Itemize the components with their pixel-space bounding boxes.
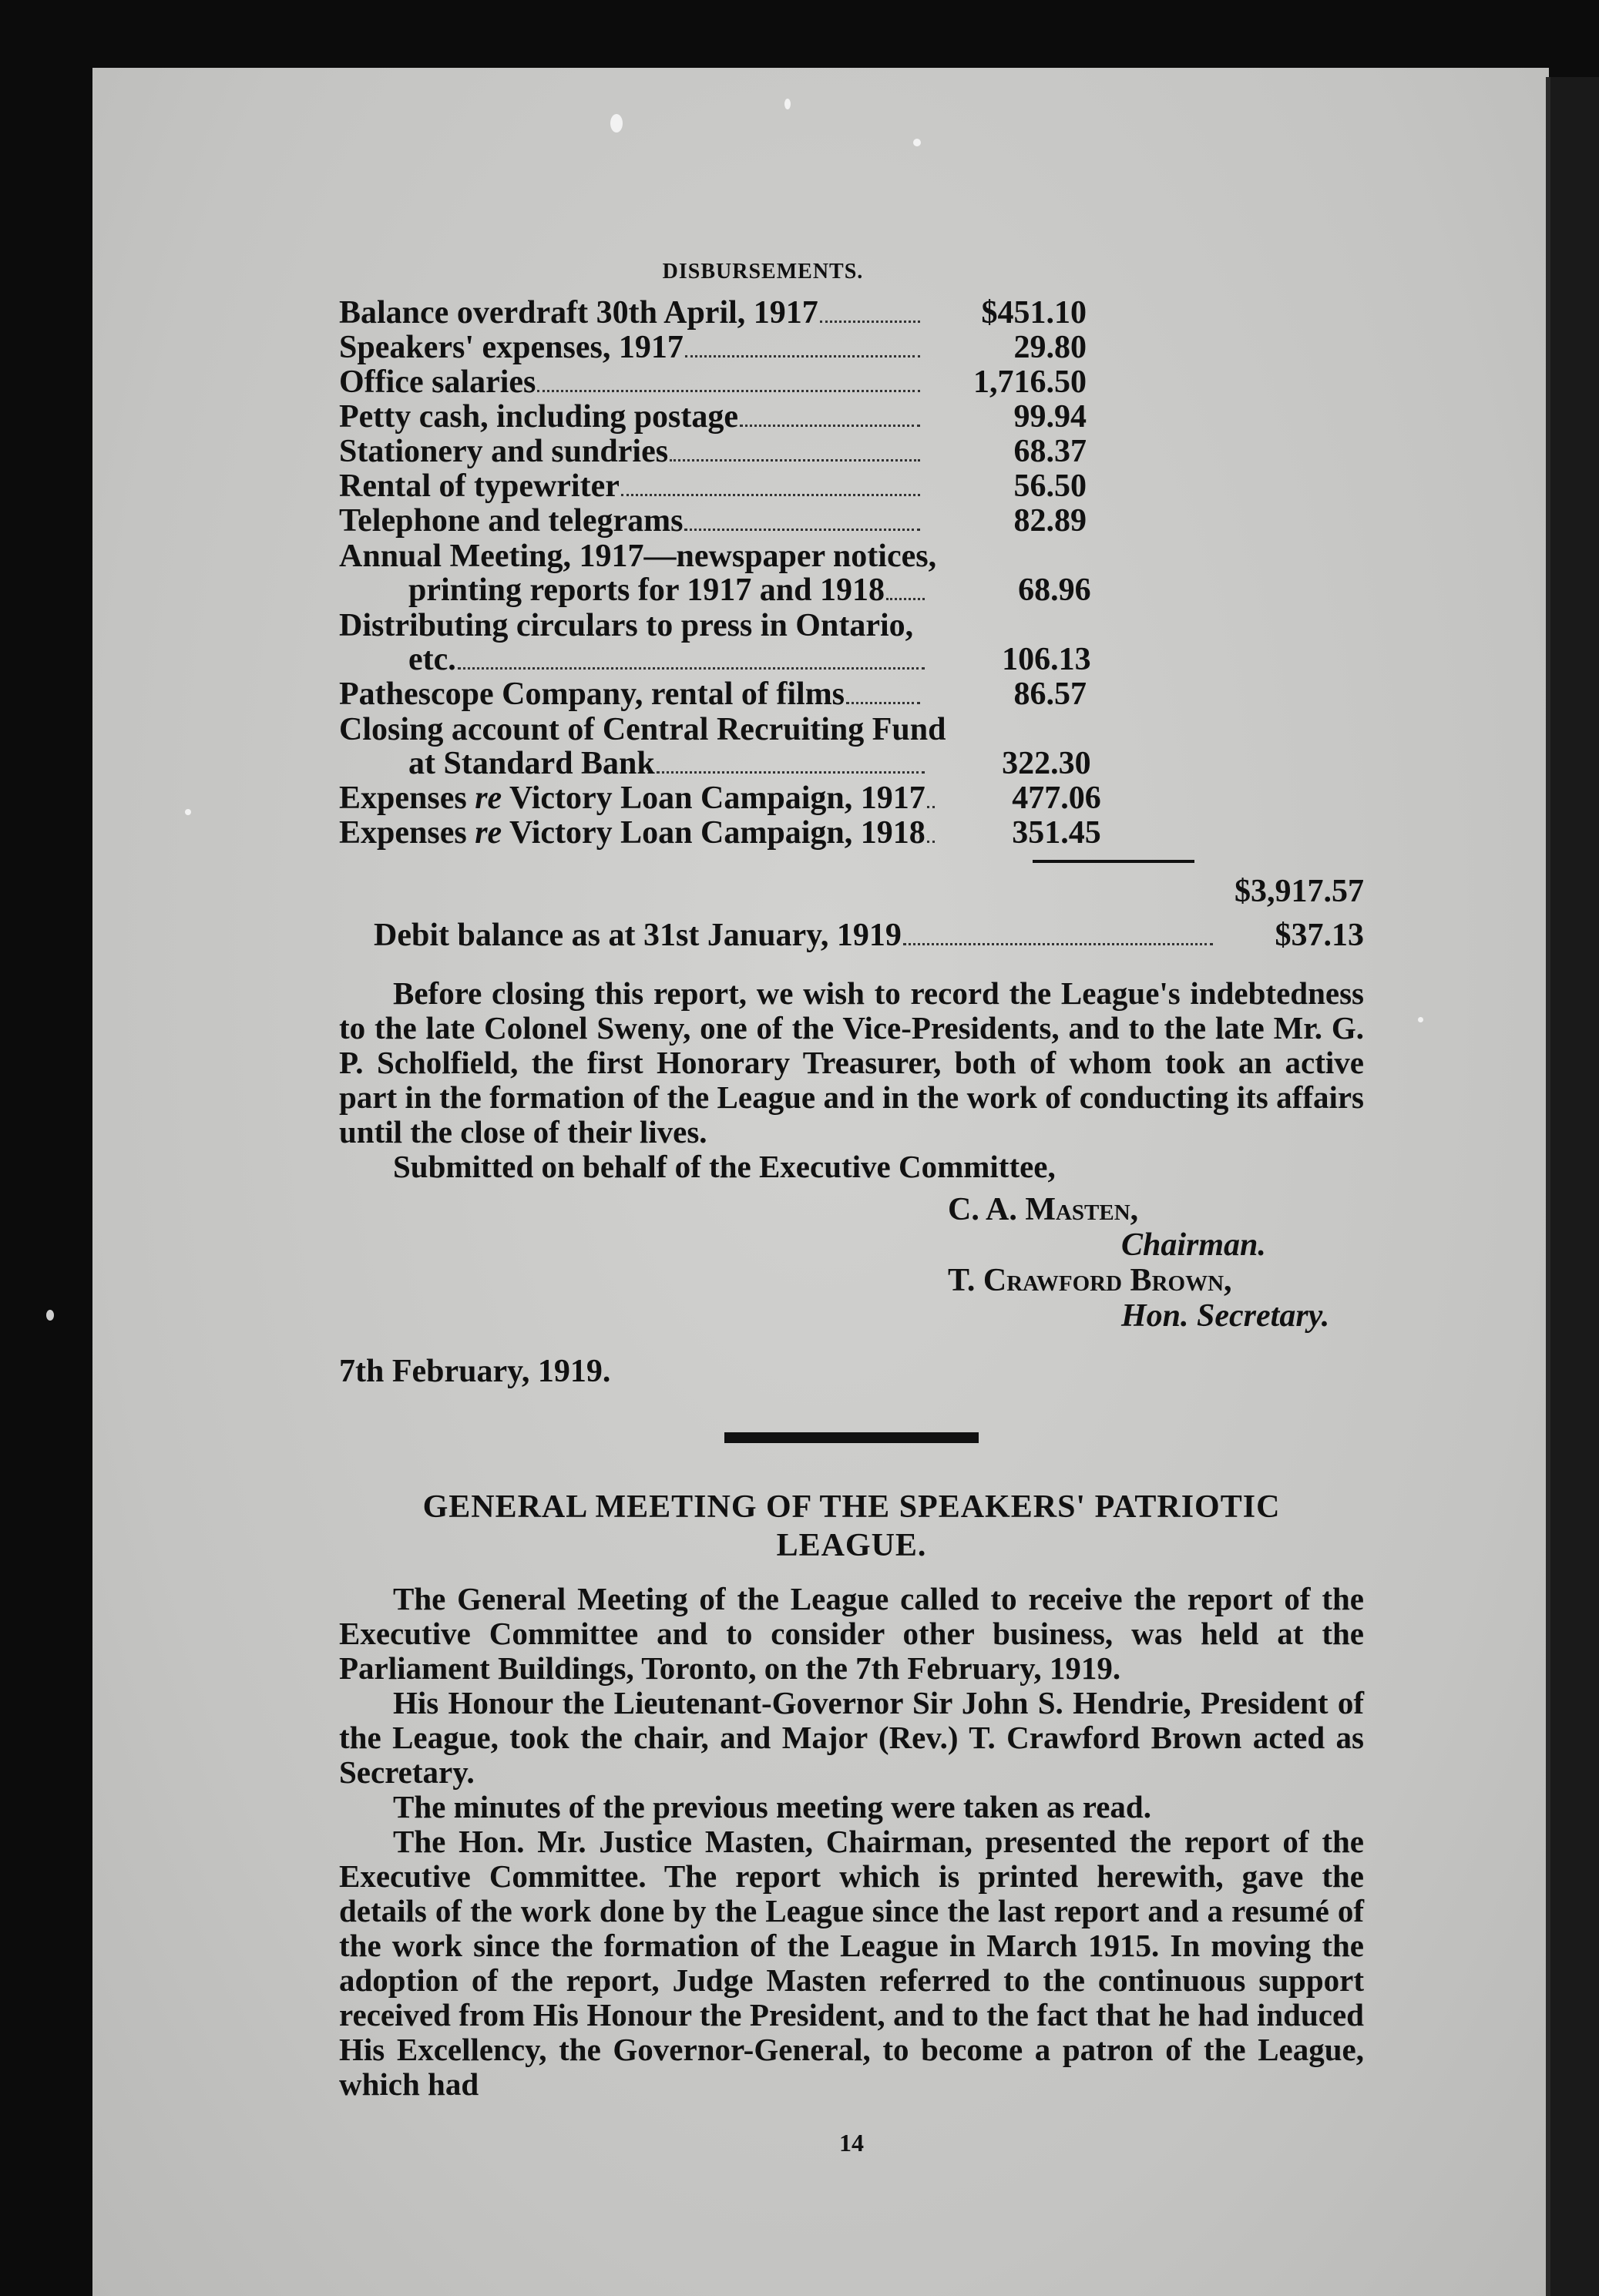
document-content: [339, 254, 1364, 2160]
disbursement-row: [339, 469, 1364, 504]
disbursement-row: [339, 573, 1364, 608]
debit-balance-row: [339, 915, 1364, 953]
sum-rule-line: [1033, 860, 1194, 863]
disbursement-row: [339, 400, 1364, 435]
disbursement-amount: 86.57: [1013, 676, 1087, 712]
debit-balance-desc: Debit balance as at 31st January, 1919: [374, 918, 902, 953]
disbursement-desc: Rental of typewriter: [339, 468, 620, 504]
disbursement-row: [339, 781, 1364, 816]
meeting-paragraph: The General Meeting of the League called to receive the report of the Executive Committee and to consider other business, was held at the Parliament Buildings, Toronto, on the 7th February, 1919.: [339, 1581, 1364, 1686]
disbursement-row: [339, 504, 1364, 539]
dot-leader: [684, 529, 920, 531]
disbursement-amount: 68.37: [1013, 434, 1087, 469]
dot-leader: [846, 702, 920, 704]
scan-speck: [185, 809, 191, 815]
disbursement-desc: [339, 815, 925, 851]
total-row: [339, 874, 1364, 908]
disbursements-heading: DISBURSEMENTS.: [662, 260, 864, 284]
disbursement-desc-line: Distributing circulars to press in Ontario,: [339, 608, 914, 643]
dot-leader: [621, 494, 920, 496]
desc-re: re: [475, 815, 502, 851]
disbursement-amount: 68.96: [1018, 572, 1091, 608]
disbursement-desc: [339, 780, 925, 816]
desc-part: Expenses: [339, 815, 475, 851]
disbursement-desc: at Standard Bank: [408, 746, 655, 781]
disbursement-desc: Balance overdraft 30th April, 1917: [339, 295, 818, 331]
scan-speck: [46, 1310, 54, 1321]
signatory-name: C. A. Masten,: [948, 1192, 1139, 1227]
dot-leader: [685, 355, 920, 357]
closing-paragraph: Before closing this report, we wish to record the League's indebtedness to the late Colonel Sweny, one of the Vice-Presidents, and to the late Mr. G. P. Scholfield, the first Honorary Treasurer, both of whom took an active part in the formation of the League and in the work of conducting its affairs until the close of their lives.: [339, 975, 1364, 1150]
disbursement-amount: 106.13: [1002, 642, 1091, 677]
disbursement-desc: Petty cash, including postage: [339, 399, 739, 435]
total-amount: $3,917.57: [1235, 874, 1364, 909]
desc-part: Victory Loan Campaign, 1917: [502, 780, 925, 816]
disbursement-desc: Telephone and telegrams: [339, 503, 684, 539]
dot-leader: [740, 425, 920, 427]
debit-balance-amount: $37.13: [1275, 918, 1364, 953]
dot-leader: [820, 321, 920, 323]
signatory-title: Chairman.: [1121, 1227, 1266, 1263]
desc-part: Expenses: [339, 780, 475, 816]
dot-leader: [458, 667, 925, 670]
section-divider: [724, 1432, 979, 1443]
section-title-line: GENERAL MEETING OF THE SPEAKERS' PATRIOTIC: [422, 1489, 1281, 1525]
disbursement-amount: 99.94: [1013, 399, 1087, 435]
disbursement-desc: Speakers' expenses, 1917: [339, 330, 684, 365]
sum-rule: [339, 851, 1364, 874]
signature-block: [339, 1192, 1364, 1334]
dot-leader: [537, 390, 920, 392]
disbursement-row: [339, 816, 1364, 851]
dot-leader: [670, 459, 920, 462]
disbursement-desc-line: Annual Meeting, 1917—newspaper notices,: [339, 539, 937, 574]
dot-leader: [927, 841, 935, 843]
disbursement-amount: 82.89: [1013, 503, 1087, 539]
disbursement-row: [339, 365, 1364, 400]
dot-leader: [657, 771, 925, 774]
meeting-paragraph: The minutes of the previous meeting were taken as read.: [393, 1789, 1151, 1824]
disbursement-amount: 322.30: [1002, 746, 1091, 781]
page-number: 14: [839, 2129, 864, 2157]
submitted-line: Submitted on behalf of the Executive Committee,: [393, 1149, 1056, 1184]
report-date: 7th February, 1919.: [339, 1354, 611, 1389]
disbursement-row: [339, 296, 1364, 331]
disbursement-amount: 56.50: [1013, 468, 1087, 504]
scan-speck: [784, 99, 791, 109]
disbursement-desc: Office salaries: [339, 364, 536, 400]
disbursement-row: [339, 331, 1364, 365]
desc-part: Victory Loan Campaign, 1918: [502, 815, 925, 851]
disbursement-row: [339, 677, 1364, 712]
disbursement-amount: $451.10: [981, 295, 1087, 331]
signatory-name: T. Crawford Brown,: [948, 1263, 1232, 1298]
section-title: [339, 1488, 1364, 1565]
disbursement-desc: printing reports for 1917 and 1918: [408, 572, 885, 608]
disbursement-row: [339, 747, 1364, 781]
meeting-paragraph: His Honour the Lieutenant-Governor Sir John S. Hendrie, President of the League, took the chair, and Major (Rev.) T. Crawford Brown acted as Secretary.: [339, 1685, 1364, 1790]
desc-re: re: [475, 780, 502, 816]
scan-speck: [610, 114, 623, 133]
section-title-line: LEAGUE.: [776, 1528, 927, 1563]
disbursement-row: [339, 643, 1364, 677]
disbursement-desc: Stationery and sundries: [339, 434, 669, 469]
scan-speck: [1418, 1017, 1423, 1022]
disbursement-desc-line: Closing account of Central Recruiting Fund: [339, 712, 946, 747]
disbursement-amount: 477.06: [1012, 780, 1101, 816]
disbursement-amount: 29.80: [1013, 330, 1087, 365]
dot-leader: [927, 806, 935, 808]
disbursement-row: [339, 435, 1364, 469]
dot-leader: [886, 598, 925, 600]
disbursement-amount: 1,716.50: [973, 364, 1087, 400]
disbursement-amount: 351.45: [1012, 815, 1101, 851]
meeting-paragraph: The Hon. Mr. Justice Masten, Chairman, presented the report of the Executive Committee. The report which is printed herewith, gave the details of the work done by the League since the last report and a resumé of the work since the formation of the League in March 1915. In moving the adoption of the report, Judge Masten referred to the continuous support received from His Honour the President, and to the fact that he had induced His Excellency, the Governor-General, to become a patron of the League, which had: [339, 1824, 1364, 2102]
disbursement-desc: Pathescope Company, rental of films: [339, 676, 845, 712]
signatory-title: Hon. Secretary.: [1121, 1298, 1330, 1334]
page-edge-shadow: [1546, 77, 1599, 2296]
disbursement-desc: etc.: [408, 642, 456, 677]
dot-leader: [903, 943, 1213, 945]
scan-speck: [913, 139, 921, 146]
